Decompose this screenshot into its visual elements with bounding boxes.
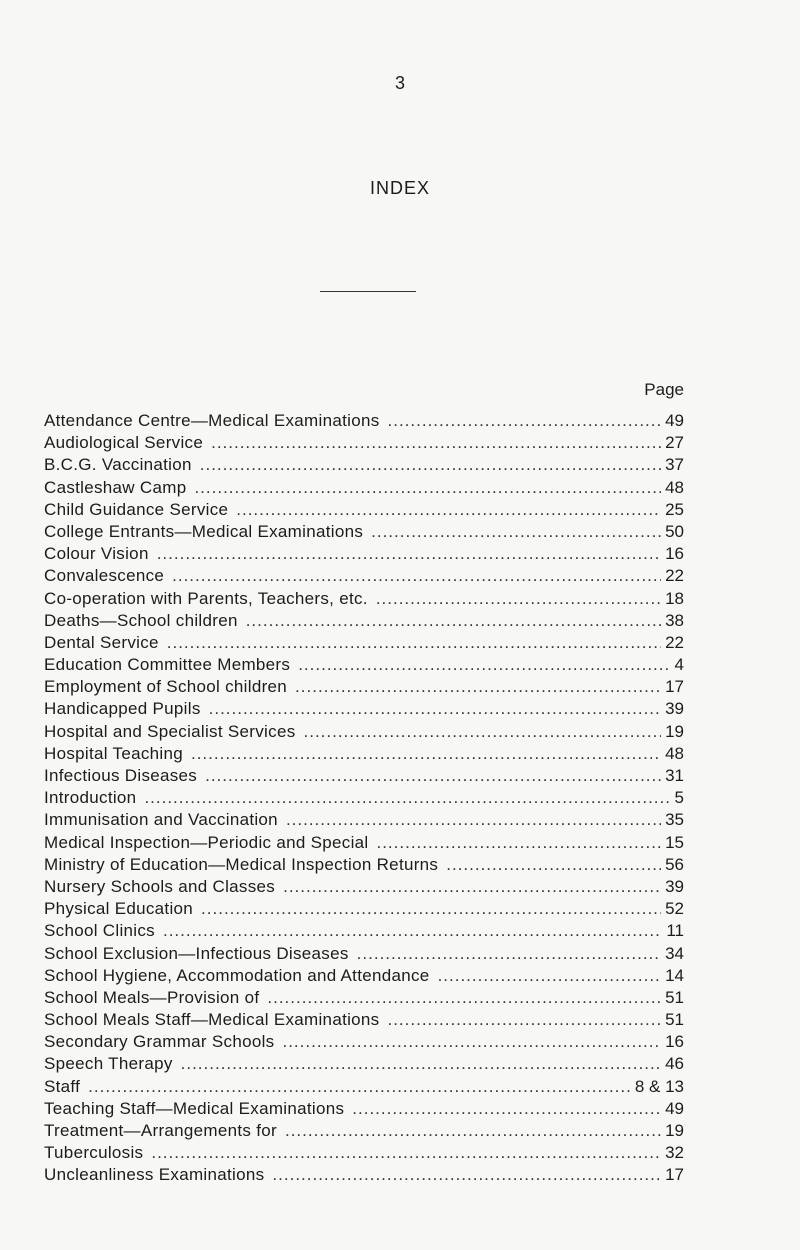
index-entry [44,854,684,876]
dot-leader [200,454,661,476]
index-entry-page: 25 [665,499,684,519]
index-list [44,410,684,1187]
index-entry-page: 32 [665,1143,684,1163]
index-entry [44,1120,684,1142]
dot-leader [371,521,661,543]
index-entry-page: 16 [665,544,684,564]
index-entry [44,743,684,765]
index-entry-page: 49 [665,411,684,430]
index-entry-page: 22 [665,632,684,652]
index-entry-page: 48 [665,477,684,497]
index-entry-title: Dental Service [44,632,159,652]
index-entry-title: Staff [44,1076,81,1096]
index-entry [44,1031,684,1053]
index-entry-title: Infectious Diseases [44,766,198,785]
index-entry [44,499,684,521]
index-entry-page: 49 [665,1098,684,1118]
dot-leader [88,1076,631,1098]
index-entry [44,610,684,632]
index-entry-title: Treatment—Arrangements for [44,1121,277,1140]
index-entry-page: 34 [665,943,684,963]
index-entry [44,632,684,654]
dot-leader [352,1098,661,1120]
index-entry-title: Medical Inspection—Periodic and Special [44,832,369,852]
index-entry [44,809,684,831]
dot-leader [438,965,662,987]
index-entry-title: College Entrants—Medical Examinations [44,521,364,541]
index-entry-title: Attendance Centre—Medical Examinations [44,411,380,430]
index-entry-title: Handicapped Pupils [44,699,201,719]
index-entry [44,1009,684,1031]
index-entry [44,1098,684,1120]
index-entry-page: 39 [665,876,684,896]
index-entry [44,898,684,920]
index-entry-page: 48 [665,743,684,763]
dot-leader [172,565,661,587]
dot-leader [446,854,661,876]
index-entry-title: Ministry of Education—Medical Inspection Returns [44,854,439,874]
index-entry-title: Speech Therapy [44,1054,173,1074]
index-entry [44,1142,684,1164]
index-entry-page: 4 [674,655,684,675]
index-entry [44,965,684,987]
dot-leader [282,1031,661,1053]
index-entry [44,987,684,1009]
index-entry-title: Tuberculosis [44,1143,144,1163]
index-entry-title: Teaching Staff—Medical Examinations [44,1098,345,1118]
index-entry [44,698,684,720]
dot-leader [246,610,661,632]
dot-leader [157,543,661,565]
dot-leader [236,499,661,521]
dot-leader [285,1120,661,1142]
index-entry-title: School Exclusion—Infectious Diseases [44,943,349,963]
dot-leader [304,721,662,743]
dot-leader [286,809,661,831]
dot-leader [376,588,661,610]
index-entry-title: Employment of School children [44,677,288,697]
index-entry-title: Secondary Grammar Schools [44,1032,275,1052]
index-entry [44,920,684,942]
index-entry-title: School Meals Staff—Medical Examinations [44,1010,380,1030]
index-entry-page: 37 [665,455,684,475]
index-entry-title: Colour Vision [44,544,149,564]
dot-leader [387,1009,661,1031]
dot-leader [209,698,661,720]
index-entry-page: 51 [665,987,684,1007]
index-entry-title: Nursery Schools and Classes [44,876,276,896]
index-entry-title: School Hygiene, Accommodation and Attendance [44,965,430,985]
index-entry-title: School Clinics [44,921,155,941]
dot-leader [211,432,661,454]
index-entry [44,477,684,499]
index-entry [44,654,684,676]
dot-leader [194,477,661,499]
index-entry-title: Introduction [44,788,137,808]
index-entry-title: Audiological Service [44,433,204,453]
dot-leader [298,654,670,676]
index-entry-page: 5 [674,788,684,808]
dot-leader [388,410,662,432]
index-entry-page: 15 [665,832,684,852]
index-entry [44,876,684,898]
index-entry-page: 17 [665,1165,684,1185]
dot-leader [295,676,661,698]
index-entry-page: 22 [665,566,684,586]
index-entry-title: Castleshaw Camp [44,477,187,497]
index-entry-page: 56 [665,854,684,874]
dot-leader [167,632,661,654]
index-entry [44,543,684,565]
index-entry [44,832,684,854]
index-entry-page: 8 & 13 [634,1076,684,1096]
index-entry [44,1053,684,1075]
index-entry-page: 39 [665,699,684,719]
dot-leader [191,743,661,765]
dot-leader [163,920,662,942]
index-entry [44,676,684,698]
index-entry-title: Uncleanliness Examinations [44,1165,265,1185]
index-entry [44,588,684,610]
index-entry-page: 27 [665,433,684,453]
index-entry-title: Physical Education [44,899,194,919]
index-entry [44,432,684,454]
index-entry-title: Education Committee Members [44,655,291,675]
index-entry [44,454,684,476]
index-entry-page: 16 [665,1032,684,1052]
index-entry [44,521,684,543]
index-entry-title: Deaths—School children [44,610,238,630]
index-entry-title: Hospital Teaching [44,743,183,763]
dot-leader [205,765,661,787]
index-entry-page: 38 [665,610,684,630]
index-entry-page: 52 [665,899,684,919]
dot-leader [144,787,670,809]
page-column-header: Page [644,380,684,399]
index-entry-page: 18 [665,588,684,608]
index-entry-page: 46 [665,1054,684,1074]
index-entry [44,787,684,809]
title-divider [320,291,416,292]
dot-leader [357,943,661,965]
page-number: 3 [394,73,405,93]
dot-leader [267,987,661,1009]
index-entry-title: Convalescence [44,566,165,586]
index-entry-page: 17 [665,677,684,697]
index-entry-title: School Meals—Provision of [44,987,260,1007]
index-entry-page: 11 [666,921,684,941]
index-entry-page: 14 [665,965,684,985]
dot-leader [181,1053,661,1075]
page-title: INDEX [369,178,430,198]
index-entry-title: Child Guidance Service [44,499,229,519]
index-entry-page: 19 [665,1121,684,1140]
index-entry [44,765,684,787]
index-entry [44,565,684,587]
index-entry [44,721,684,743]
index-entry-title: Co-operation with Parents, Teachers, etc. [44,588,368,608]
index-entry-title: Immunisation and Vaccination [44,810,278,830]
index-entry [44,943,684,965]
dot-leader [201,898,661,920]
index-entry-title: B.C.G. Vaccination [44,455,192,475]
index-entry-page: 50 [665,521,684,541]
dot-leader [376,832,661,854]
index-entry-title: Hospital and Specialist Services [44,721,296,741]
dot-leader [272,1164,661,1186]
index-entry-page: 35 [665,810,684,830]
index-entry [44,410,684,432]
index-entry-page: 19 [665,721,684,741]
dot-leader [283,876,661,898]
index-entry [44,1164,684,1186]
index-entry-page: 51 [665,1010,684,1030]
index-entry [44,1076,684,1098]
index-entry-page: 31 [665,766,684,785]
dot-leader [151,1142,661,1164]
